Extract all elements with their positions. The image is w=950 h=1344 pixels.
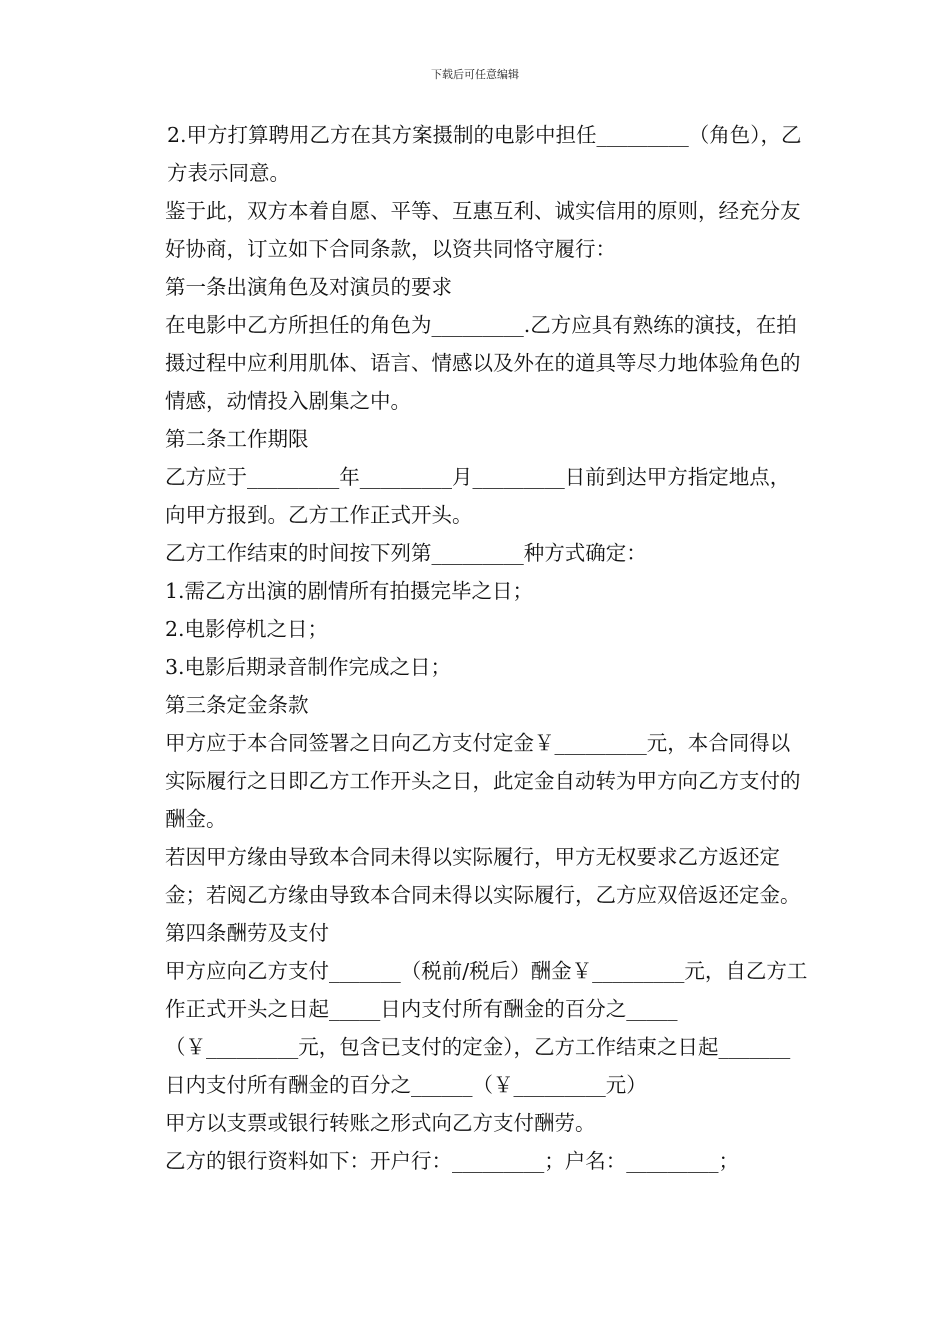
article-1-text: 在电影中乙方所担任的角色为_________.乙方应具有熟练的演技，在拍摄过程中应利用肌体、语言、情感以及外在的道具等尽力地体验角色的情感，动情投入剧集之中。 [165, 313, 801, 413]
article-4-bank-info: 乙方的银行资料如下：开户行：_________；户名：_________； [165, 1149, 739, 1173]
article-3-deposit: 甲方应于本合同签署之日向乙方支付定金￥_________元，本合同得以实际履行之日即乙方工作开头之日，此定金自动转为甲方向乙方支付的酬金。 [165, 731, 801, 831]
end-option-2: 2.电影停机之日； [165, 617, 329, 641]
article-2-start-date: 乙方应于_________年_________月_________日前到达甲方指定地点，向甲方报到。乙方工作正式开头。 [165, 465, 791, 527]
article-3-refund: 若因甲方缘由导致本合同未得以实际履行，甲方无权要求乙方返还定金；若阅乙方缘由导致本合同未得以实际履行，乙方应双倍返还定金。 [165, 845, 801, 907]
page-header: 下载后可任意编辑 [431, 68, 519, 81]
end-option-1: 1.需乙方出演的剧情所有拍摄完毕之日； [165, 579, 534, 603]
article-4-heading: 第四条酬劳及支付 [165, 921, 329, 945]
article-2-heading: 第二条工作期限 [165, 427, 309, 451]
article-4-method: 甲方以支票或银行转账之形式向乙方支付酬劳。 [165, 1111, 596, 1135]
article-4-payment: 甲方应向乙方支付_______（税前/税后）酬金￥_________元，自乙方工作正式开头之日起_____日内支付所有酬金的百分之_____（￥_________元，包含已支付的定金），乙方工作结束之日起_______日内支付所有酬金的百分之______（￥_________元） [165, 959, 808, 1097]
clause-2-role: 2.甲方打算聘用乙方在其方案摄制的电影中担任_________（角色），乙方表示同意。 [167, 123, 802, 185]
article-3-heading: 第三条定金条款 [165, 693, 309, 717]
preamble-paragraph: 鉴于此，双方本着自愿、平等、互惠互利、诚实信用的原则，经充分友好协商，订立如下合同条款，以资共同恪守履行： [165, 199, 801, 261]
contract-body [145, 116, 810, 1180]
end-option-3: 3.电影后期录音制作完成之日； [165, 655, 452, 679]
article-1-heading: 第一条出演角色及对演员的要求 [165, 275, 452, 299]
article-2-end-method: 乙方工作结束的时间按下列第_________种方式确定： [165, 541, 647, 565]
